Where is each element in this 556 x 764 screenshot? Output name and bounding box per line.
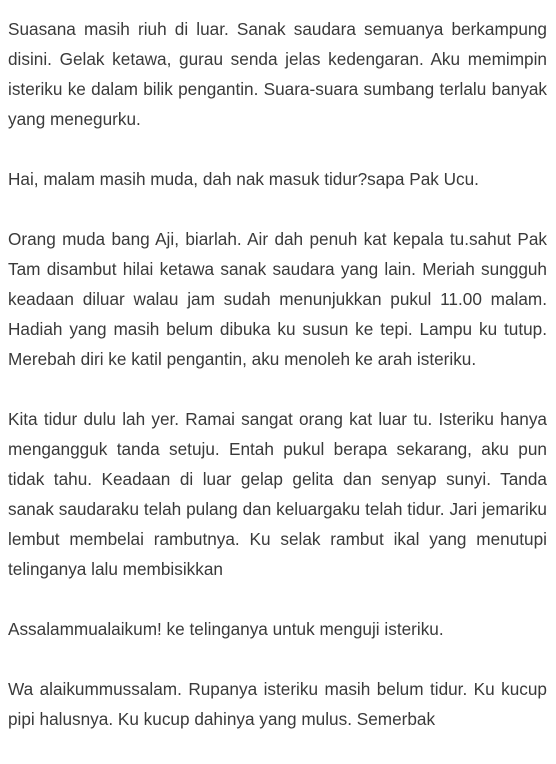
- paragraph-5: Assalammualaikum! ke telinganya untuk menguji isteriku.: [8, 619, 444, 639]
- paragraph-3: Orang muda bang Aji, biarlah. Air dah penuh kat kepala tu.sahut Pak Tam disambut hilai ketawa sanak saudara yang lain. Meriah sungguh keadaan diluar walau jam sudah menunjukkan pukul 11.00 malam. Hadiah yang masih belum dibuka ku susun ke tepi. Lampu ku tutup. Merebah diri ke katil pengantin, aku menoleh ke arah isteriku.: [8, 229, 547, 369]
- paragraph-1: Suasana masih riuh di luar. Sanak saudara semuanya berkampung disini. Gelak ketawa, gurau senda jelas kedengaran. Aku memimpin isteriku ke dalam bilik pengantin. Suara-suara sumbang terlalu banyak yang menegurku.: [8, 19, 547, 129]
- paragraph-4: Kita tidur dulu lah yer. Ramai sangat orang kat luar tu. Isteriku hanya mengangguk tanda setuju. Entah pukul berapa sekarang, aku pun tidak tahu. Keadaan di luar gelap gelita dan senyap sunyi. Tanda sanak saudaraku telah pulang dan keluargaku telah tidur. Jari jemariku lembut membelai rambutnya. Ku selak rambut ikal yang menutupi telinganya lalu membisikkan: [8, 409, 547, 579]
- paragraph-2: Hai, malam masih muda, dah nak masuk tidur?sapa Pak Ucu.: [8, 169, 479, 189]
- article-body: [8, 14, 547, 764]
- paragraph-6: Wa alaikummussalam. Rupanya isteriku masih belum tidur. Ku kucup pipi halusnya. Ku kucup dahinya yang mulus. Semerbak: [8, 679, 547, 729]
